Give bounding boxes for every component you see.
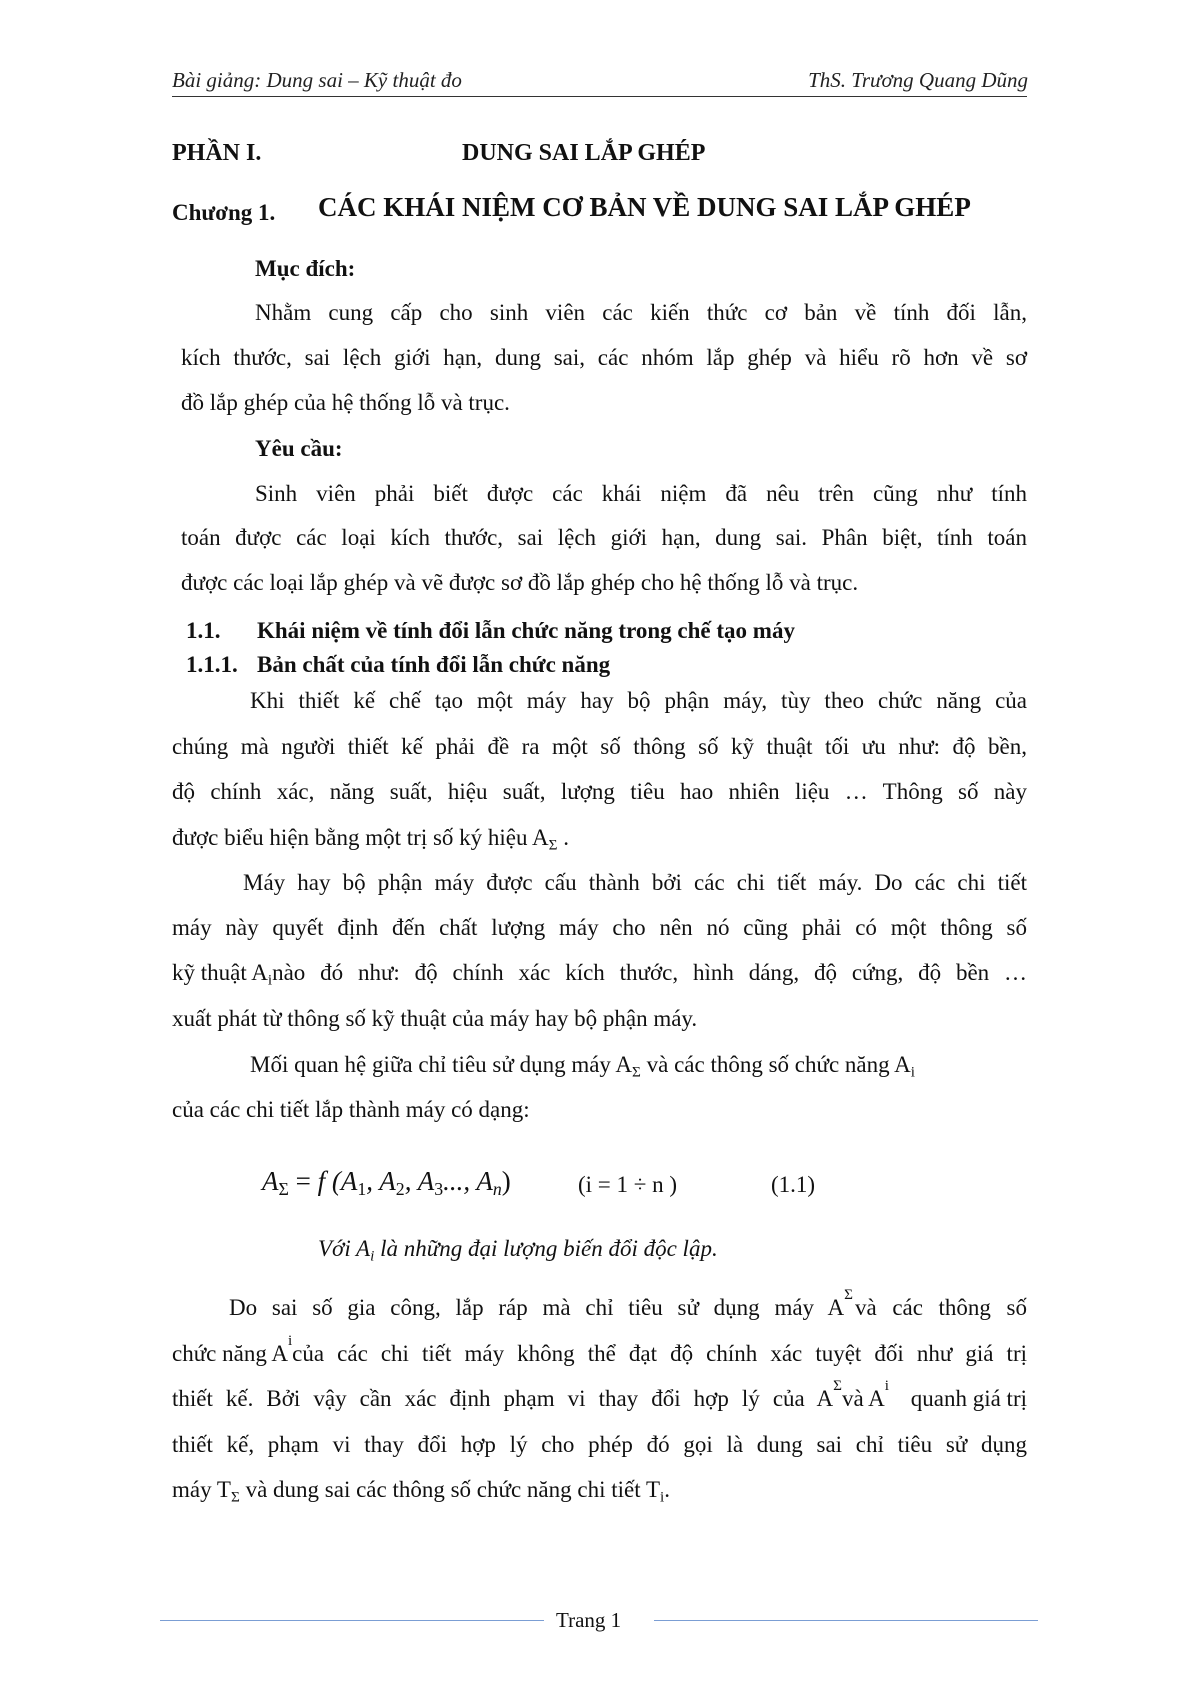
para1-line-1: Khi thiết kế chế tạo một máy hay bộ phận máy, tùy theo chức năng của xyxy=(250,688,1027,713)
equation-range: (i = 1 ÷ n ) xyxy=(578,1172,678,1197)
purpose-line-1: Nhằm cung cấp cho sinh viên các kiến thức cơ bản về tính đối lẫn, xyxy=(255,300,1027,325)
page-number: Trang 1 xyxy=(556,1608,622,1632)
requirements-heading: Yêu cầu: xyxy=(255,436,343,461)
para2-line-2: máy này quyết định đến chất lượng máy cho nên nó cũng phải có một thông số xyxy=(172,915,1027,940)
section-1-1-title: Khái niệm về tính đổi lẫn chức năng trong chế tạo máy xyxy=(257,618,795,643)
para3-line-1: Mối quan hệ giữa chỉ tiêu sử dụng máy $A_\Sigma$ và các thông số chức năng $A_i$ xyxy=(250,1052,915,1081)
section-1-1-number: 1.1. xyxy=(186,618,221,643)
para4-line-2: chức năng A i của các chi tiết máy không thể đạt độ chính xác tuyệt đối như giá trị xyxy=(172,1332,1027,1366)
header-left: Bài giảng: Dung sai – Kỹ thuật đo xyxy=(172,68,462,92)
para4-line-3: thiết kế. Bởi vậy cần xác định phạm vi thay đổi hợp lý của A Σ và A i quanh giá trị xyxy=(172,1377,1027,1411)
purpose-heading: Mục đích: xyxy=(255,256,356,281)
header-rule xyxy=(172,96,1027,97)
para4-line-5: máy $T_\Sigma$ và dung sai các thông số chức năng chi tiết $T_i$. xyxy=(172,1477,670,1506)
para2-line-4: xuất phát từ thông số kỹ thuật của máy hay bộ phận máy. xyxy=(172,1006,698,1031)
part-label: PHẦN I. xyxy=(172,140,262,166)
chapter-label: Chương 1. xyxy=(172,200,276,225)
footer-rule-right xyxy=(654,1620,1038,1621)
part-title: DUNG SAI LẮP GHÉP xyxy=(462,140,706,166)
equation-1-1: $A_\Sigma = f$ ($A_1$, $A_2$, $A_3$..., $A_n$) xyxy=(262,1166,511,1199)
purpose-line-2: kích thước, sai lệch giới hạn, dung sai, các nhóm lắp ghép và hiểu rõ hơn về sơ xyxy=(181,345,1027,370)
para2-line-3: kỹ thuật $A_i$ nào đó như: độ chính xác kích thước, hình dáng, độ cứng, độ bền … xyxy=(172,960,1027,989)
para1-line-4: được biểu hiện bằng một trị số ký hiệu $A_\Sigma$ . xyxy=(172,825,569,854)
para1-line-2: chúng mà người thiết kế phải đề ra một số thông số kỹ thuật tối ưu như: độ bền, xyxy=(172,734,1027,759)
section-1-1-1-number: 1.1.1. xyxy=(186,652,238,677)
footer-rule-left xyxy=(160,1620,544,1621)
header-right: ThS. Trương Quang Dũng xyxy=(808,68,1028,92)
para3-line-2: của các chi tiết lắp thành máy có dạng: xyxy=(172,1097,530,1122)
requirements-line-3: được các loại lắp ghép và vẽ được sơ đồ lắp ghép cho hệ thống lỗ và trục. xyxy=(181,570,859,595)
chapter-title: CÁC KHÁI NIỆM CƠ BẢN VỀ DUNG SAI LẮP GHÉP xyxy=(318,192,971,222)
equation-note: Với $A_i$ là những đại lượng biến đổi độc lập. xyxy=(318,1236,718,1265)
para4-line-1: Do sai số gia công, lắp ráp mà chỉ tiêu sử dụng máy A Σ và các thông số xyxy=(229,1286,1027,1320)
equation-number: (1.1) xyxy=(771,1172,816,1197)
para2-line-1: Máy hay bộ phận máy được cấu thành bởi các chi tiết máy. Do các chi tiết xyxy=(243,870,1027,895)
para1-line-3: độ chính xác, năng suất, hiệu suất, lượng tiêu hao nhiên liệu … Thông số này xyxy=(172,779,1027,804)
para4-line-4: thiết kế, phạm vi thay đổi hợp lý cho phép đó gọi là dung sai chỉ tiêu sử dụng xyxy=(172,1432,1027,1457)
section-1-1-1-title: Bản chất của tính đổi lẫn chức năng xyxy=(257,652,611,677)
requirements-line-1: Sinh viên phải biết được các khái niệm đã nêu trên cũng như tính xyxy=(255,481,1027,506)
requirements-line-2: toán được các loại kích thước, sai lệch giới hạn, dung sai. Phân biệt, tính toán xyxy=(181,525,1027,550)
purpose-line-3: đồ lắp ghép của hệ thống lỗ và trục. xyxy=(181,390,510,415)
